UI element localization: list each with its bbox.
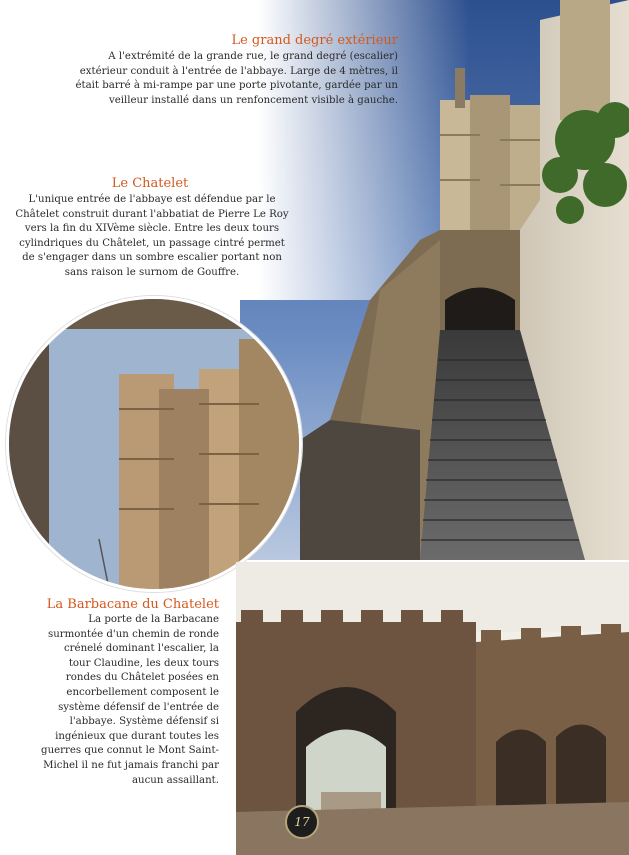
barbacane-paragraph: La porte de la Barbacane surmontée d'un chemin de ronde crénelé dominant l'escalier, la tour Claudine, les deux tours rondes du Châtelet posées en encorbellement composent le système défensif de l'entrée de l'abbaye. Système défensif si ingénieux que durant toutes les guerres que connut le Mont Saint-Michel il ne fut jamais franchi par aucun assaillant.: [41, 614, 219, 786]
inset-illustration: [9, 299, 299, 589]
chatelet-heading: Le Chatelet: [111, 176, 189, 191]
chatelet-paragraph: L'unique entrée de l'abbaye est défendue par le Châtelet construit durant l'abbatiat de Pierre Le Roy vers la fin du XIVème siècle. Entre les deux tours cylindriques du Châtelet, un passage cintré permet de s'engager dans un sombre escalier portant non sans raison le surnom de Gouffre.: [15, 194, 289, 278]
barbacane-heading: La Barbacane du Chatelet: [46, 597, 219, 612]
page-number-badge: 17: [285, 805, 319, 839]
chatelet-towers-inset-photo: [6, 296, 302, 592]
grand-degre-paragraph: A l'extrémité de la grande rue, le grand degré (escalier) extérieur conduit à l'entrée de l'abbaye. Large de 4 mètres, il était barré à mi-rampe par une porte pivotante, gardée par un veilleur installé dans un renfoncement visible à gauche.: [75, 51, 398, 106]
grand-degre-heading: Le grand degré extérieur: [231, 33, 398, 48]
